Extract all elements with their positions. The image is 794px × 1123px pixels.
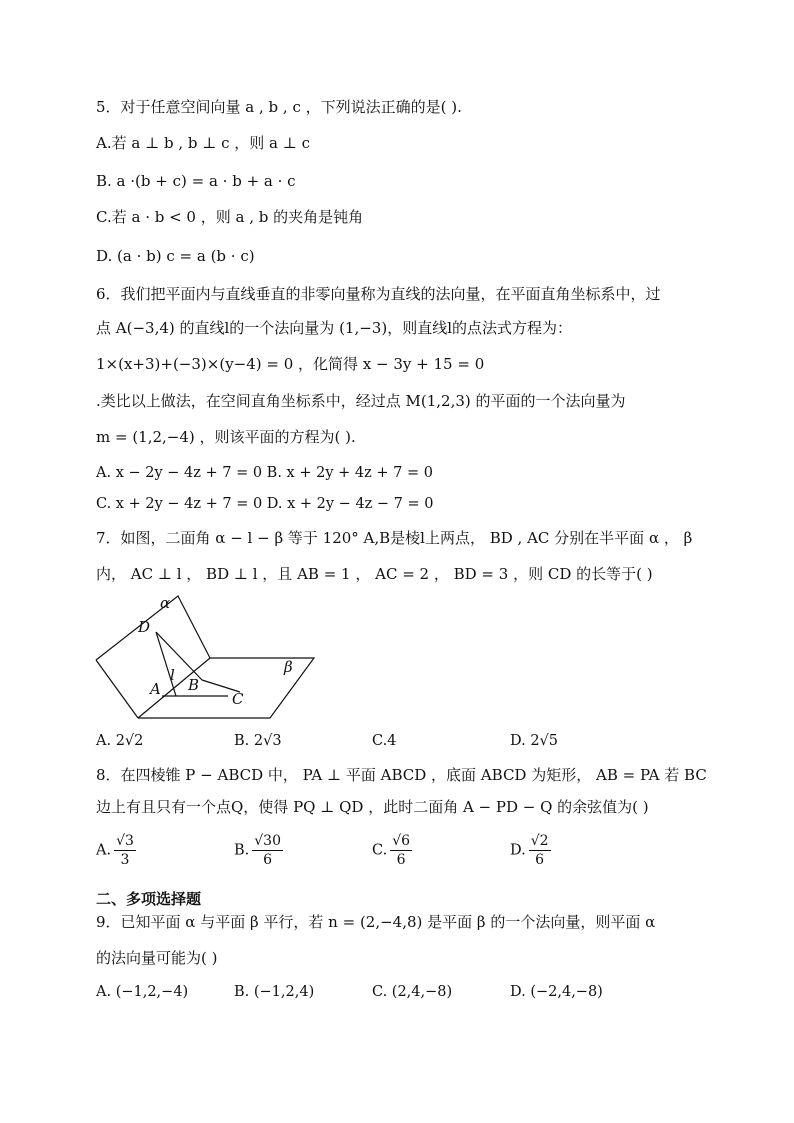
label-beta: β	[284, 658, 293, 676]
q6-line-1: 6．我们把平面内与直线垂直的非零向量称为直线的法向量，在平面直角坐标系中，过	[96, 285, 661, 303]
q8-option-b-label: B.	[234, 842, 250, 859]
q6-options-ab: A. x − 2y − 4z + 7 = 0 B. x + 2y + 4z + 7 = 0	[96, 465, 433, 481]
q7-line-2: 内， AC ⊥ l ， BD ⊥ l ，且 AB = 1 ， AC = 2 ， BD = 3 ，则 CD 的长等于( )	[96, 565, 653, 583]
q9-option-a: A. (−1,2,−4)	[96, 984, 189, 1000]
q9-option-d: D. (−2,4,−8)	[510, 984, 603, 1000]
q8-option-c-label: C.	[372, 842, 388, 859]
q9-line-1: 9．已知平面 α 与平面 β 平行，若 n = (2,−4,8) 是平面 β 的一个法向量，则平面 α	[96, 913, 656, 931]
q6-line-2: 点 A(−3,4) 的直线l的一个法向量为 (1,−3)，则直线l的点法式方程为：	[96, 319, 572, 337]
q9-line-2: 的法向量可能为( )	[96, 949, 218, 967]
q8-a-numerator: √3	[116, 833, 134, 849]
q8-a-denominator: 3	[120, 852, 130, 868]
q8-line-2: 边上有且只有一个点Q，使得 PQ ⊥ QD ，此时二面角 A − PD − Q 的余弦值为( )	[96, 798, 649, 816]
q8-b-denominator: 6	[263, 852, 273, 868]
q9-option-b: B. (−1,2,4)	[234, 984, 315, 1000]
q6-line-5: m = (1,2,−4) ，则该平面的方程为( ).	[96, 428, 356, 446]
q9-option-c: C. (2,4,−8)	[372, 984, 453, 1000]
q8-option-d-fraction	[529, 832, 551, 869]
q8-option-c	[372, 832, 412, 869]
q6-line-4: .类比以上做法，在空间直角坐标系中，经过点 M(1,2,3) 的平面的一个法向量为	[96, 392, 626, 410]
q8-option-d	[510, 832, 551, 869]
q8-c-numerator: √6	[392, 833, 411, 849]
q8-option-a-label: A.	[96, 842, 112, 859]
label-c: C	[232, 690, 244, 708]
label-b: B	[188, 676, 200, 694]
q8-option-b	[234, 832, 283, 869]
label-alpha: α	[160, 594, 171, 612]
label-l: l	[170, 666, 175, 684]
section-title: 二、多项选择题	[96, 890, 202, 908]
q5-option-d: D. (a · b) c = a (b · c)	[96, 247, 255, 265]
q8-option-d-label: D.	[510, 842, 526, 859]
q8-c-denominator: 6	[396, 852, 406, 868]
q8-d-numerator: √2	[530, 833, 549, 849]
q6-line-3: 1×(x+3)+(−3)×(y−4) = 0 ，化简得 x − 3y + 15 = 0	[96, 355, 485, 373]
q5-option-c: C.若 a · b < 0 ，则 a , b 的夹角是钝角	[96, 208, 364, 226]
q8-option-a-fraction	[114, 832, 136, 869]
label-d: D	[138, 618, 151, 636]
q8-d-denominator: 6	[535, 852, 545, 868]
q5-stem: 5．对于任意空间向量 a , b , c ，下列说法正确的是( ).	[96, 98, 462, 116]
dihedral-angle-figure	[90, 592, 330, 722]
q8-option-b-fraction	[252, 832, 283, 869]
q8-line-1: 8．在四棱锥 P − ABCD 中， PA ⊥ 平面 ABCD ，底面 ABCD 为矩形， AB = PA 若 BC	[96, 766, 707, 784]
plane-alpha-left-edge	[96, 660, 138, 718]
label-a: A	[150, 680, 161, 698]
q5-option-a: A.若 a ⊥ b , b ⊥ c ，则 a ⊥ c	[96, 134, 311, 152]
q5-option-b: B. a ·(b + c) = a · b + a · c	[96, 172, 296, 190]
q8-b-numerator: √30	[254, 833, 282, 849]
q7-option-c: C.4	[372, 733, 397, 749]
q8-option-a	[96, 832, 136, 869]
q7-option-b: B. 2√3	[234, 733, 282, 749]
q8-option-c-fraction	[390, 832, 412, 869]
q7-option-d: D. 2√5	[510, 733, 559, 749]
q7-option-a: A. 2√2	[96, 733, 144, 749]
plane-alpha-edge	[96, 596, 210, 660]
q6-options-cd: C. x + 2y − 4z + 7 = 0 D. x + 2y − 4z − 7 = 0	[96, 496, 434, 512]
q7-line-1: 7．如图，二面角 α − l − β 等于 120° A,B是棱l上两点， BD , AC 分别在半平面 α ， β	[96, 529, 693, 547]
